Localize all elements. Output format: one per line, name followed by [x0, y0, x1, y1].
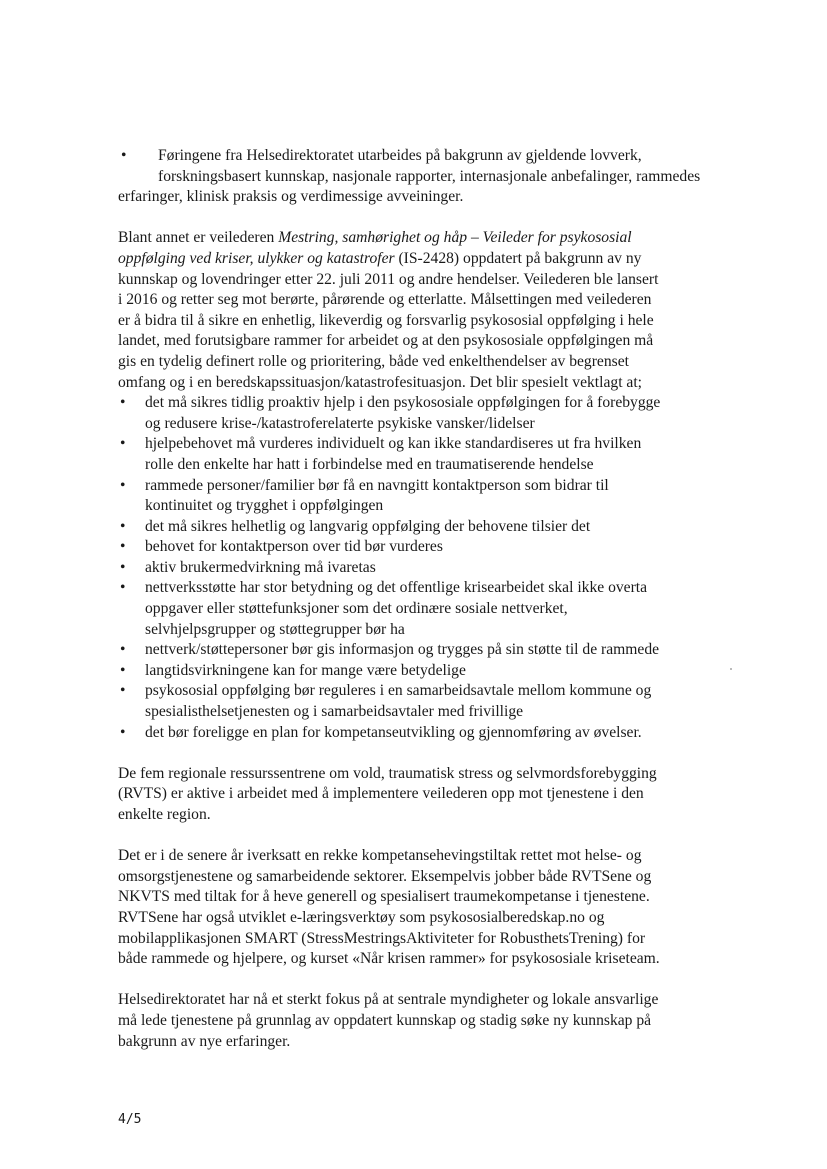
list-item: • det må sikres tidlig proaktiv hjelp i den psykososiale oppfølgingen for å forebygge og redusere krise-/katastroferelaterte psykiske vansker/lidelser	[118, 393, 724, 434]
veileder-title-cont: oppfølging ved kriser, ulykker og katastrofer	[118, 249, 395, 267]
list-item: • hjelpebehovet må vurderes individuelt og kan ikke standardiseres ut fra hvilken rolle den enkelte har hatt i forbindelse med en traumatiserende hendelse	[118, 434, 724, 475]
bullet-icon: •	[120, 682, 126, 700]
paragraph-fokus: Helsedirektoratet har nå et sterkt fokus på at sentrale myndigheter og lokale ansvarlige må lede tjenestene på grunnlag av oppdatert kunnskap og stadig søke ny kunnskap på bakgrunn av nye erfaringer.	[118, 991, 659, 1050]
list-item: • rammede personer/familier bør få en navngitt kontaktperson som bidrar til kontinuitet og trygghet i oppfølgingen	[118, 476, 724, 517]
bullet-list	[118, 393, 724, 743]
bullet-icon: •	[120, 538, 126, 556]
bullet-icon: •	[120, 394, 126, 412]
list-item: • nettverk/støttepersoner bør gis informasjon og trygges på sin støtte til de rammede	[118, 640, 724, 661]
bullet-icon: •	[120, 476, 126, 494]
list-item: • langtidsvirkningene kan for mange være betydelige	[118, 661, 724, 682]
bullet-icon: •	[120, 517, 126, 535]
bullet-icon: •	[120, 435, 126, 453]
scan-speck	[730, 668, 732, 670]
page-number: 4/5	[118, 1112, 142, 1127]
bullet-icon: •	[120, 579, 126, 597]
list-item: • det bør foreligge en plan for kompetanseutvikling og gjennomføring av øvelser.	[118, 723, 724, 744]
bullet-icon: •	[120, 661, 126, 679]
list-item: • psykososial oppfølging bør reguleres i en samarbeidsavtale mellom kommune og spesialisthelsetjenesten og i samarbeidsavtaler med frivillige	[118, 681, 724, 722]
bullet-icon: •	[120, 558, 126, 576]
bullet-icon: •	[120, 723, 126, 741]
list-item: • aktiv brukermedvirkning må ivaretas	[118, 558, 724, 579]
intro-bullet	[118, 146, 724, 208]
bullet-icon: •	[121, 147, 127, 164]
paragraph-rvts: De fem regionale ressurssentrene om vold, traumatisk stress og selvmordsforebygging (RVTS) er aktive i arbeidet med å implementere veilederen opp mot tjenestene i den enkelte region.	[118, 764, 657, 823]
list-item: • behovet for kontaktperson over tid bør vurderes	[118, 537, 724, 558]
paragraph-kompetanse: Det er i de senere år iverksatt en rekke kompetansehevingstiltak rettet mot helse- og omsorgstjenestene og samarbeidende sektorer. Eksempelvis jobber både RVTSene og NKVTS med tiltak for å heve generell og spesialisert traumekompetanse i tjenestene. RVTSene har også utviklet e-læringsverktøy som psykososialberedskap.no og mobilapplikasjonen SMART (StressMestringsAktiviteter for RobusthetsTrening) for både rammede og hjelpere, og kurset «Når krisen rammer» for psykososiale kriseteam.	[118, 847, 660, 968]
bullet-icon: •	[120, 641, 126, 659]
intro-bullet-text: Føringene fra Helsedirektoratet utarbeides på bakgrunn av gjeldende lovverk, forskningsbasert kunnskap, nasjonale rapporter, internasjonale anbefalinger, rammedes erfaringer, klinisk praksis og verdimessige avveininger.	[118, 147, 701, 206]
document-body	[118, 146, 724, 1052]
list-item: • det må sikres helhetlig og langvarig oppfølging der behovene tilsier det	[118, 517, 724, 538]
paragraph-veileder: Blant annet er veilederen Mestring, samhørighet og håp – Veileder for psykososial oppfølging ved kriser, ulykker og katastrofer (IS-2428) oppdatert på bakgrunn av ny kunnskap og lovendringer etter 22. juli 2011 og andre hendelser. Veilederen ble lansert i 2016 og retter seg mot berørte, pårørende og etterlatte. Målsettingen med veilederen er å bidra til å sikre en enhetlig, likeverdig og forsvarlig psykososial oppfølging i hele landet, med forutsigbare rammer for arbeidet og at den psykososiale oppfølgingen må gis en tydelig definert rolle og prioritering, både ved enkelthendelser av begrenset omfang og i en beredskapssituasjon/katastrofesituasjon. Det blir spesielt vektlagt at;	[118, 229, 659, 391]
list-item: • nettverksstøtte har stor betydning og det offentlige krisearbeidet skal ikke overta oppgaver eller støttefunksjoner som det ordinære sosiale nettverket, selvhjelpsgrupper og støttegrupper bør ha	[118, 578, 724, 640]
veileder-title: Mestring, samhørighet og håp – Veileder for psykososial	[278, 229, 632, 247]
